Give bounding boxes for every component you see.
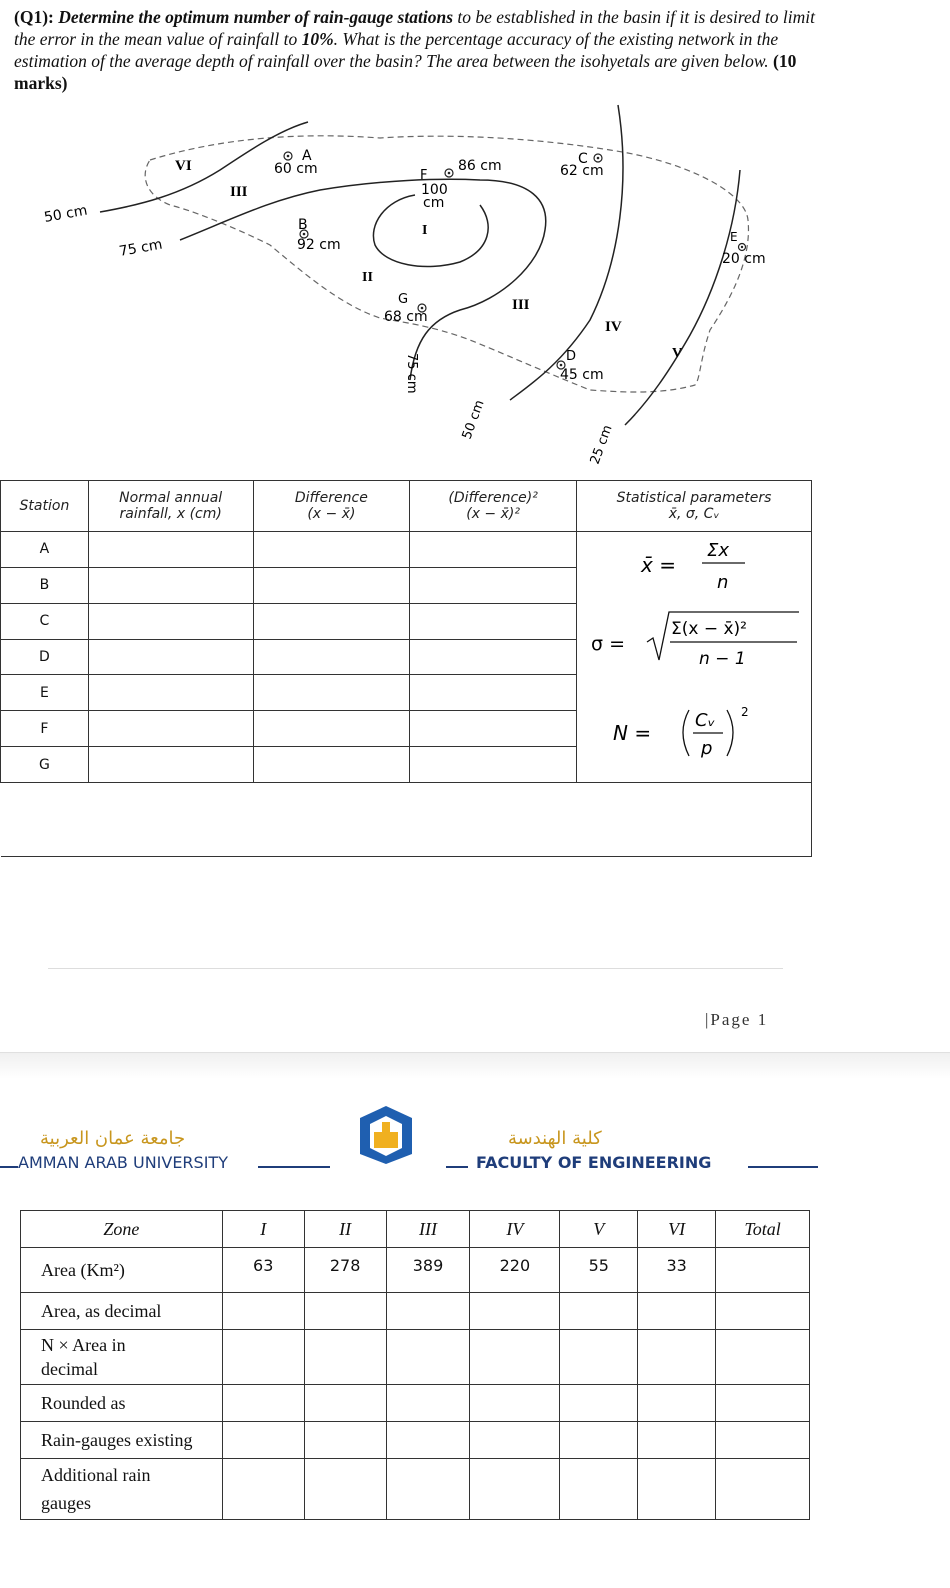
mean-lhs: x̄ =	[640, 553, 676, 577]
difference-cell[interactable]	[253, 603, 410, 639]
answer-cell[interactable]	[716, 1385, 810, 1422]
zone-table	[20, 1210, 810, 1520]
isohyet-label-75-left: 75 cm	[117, 236, 164, 260]
station-f-id: F	[420, 168, 428, 183]
area-cell: 33	[638, 1248, 716, 1293]
difference-squared-cell[interactable]	[410, 567, 577, 603]
answer-cell[interactable]	[716, 1293, 810, 1330]
station-cell: D	[1, 639, 89, 675]
page-separator	[0, 1052, 950, 1079]
answer-cell[interactable]	[222, 1459, 304, 1520]
answer-cell[interactable]	[560, 1293, 638, 1330]
station-g-value: 68 cm	[384, 309, 428, 325]
header-rule	[0, 1166, 18, 1168]
header-zone-i: I	[222, 1211, 304, 1248]
station-cell: B	[1, 567, 89, 603]
university-name-english: AMMAN ARAB UNIVERSITY	[18, 1153, 228, 1172]
formula-panel	[576, 532, 811, 783]
rainfall-cell[interactable]	[88, 532, 253, 568]
answer-cell[interactable]	[386, 1422, 470, 1459]
faculty-name-english: FACULTY OF ENGINEERING	[476, 1153, 712, 1172]
isohyet-label-50-left: 50 cm	[42, 202, 89, 226]
table-row-rounded	[21, 1385, 810, 1422]
row-label-area: Area (Km²)	[21, 1248, 223, 1293]
zone-table-header	[21, 1211, 810, 1248]
n-exponent: 2	[740, 705, 749, 719]
rainfall-cell[interactable]	[88, 747, 253, 783]
table-row-n-area	[21, 1330, 810, 1385]
station-d-id: D	[566, 349, 577, 364]
answer-cell[interactable]	[222, 1385, 304, 1422]
zone-label-vi: VI	[175, 158, 192, 174]
station-a-marker	[274, 148, 318, 177]
row-label-rounded: Rounded as	[21, 1385, 223, 1422]
n-lhs: N =	[612, 721, 652, 745]
question-bold-part: Determine the optimum number of rain-gauge stations	[58, 7, 454, 27]
isohyet-label-25-bottom: 25 cm	[587, 423, 616, 467]
station-c-value: 62 cm	[560, 163, 604, 179]
difference-squared-cell[interactable]	[410, 675, 577, 711]
station-table-header	[1, 481, 812, 532]
area-cell: 278	[304, 1248, 386, 1293]
table-row-existing	[21, 1422, 810, 1459]
isohyetal-map	[0, 95, 950, 480]
question-part-b: to be established in the basin if it is desired to limit the error in the mean value of rainfall to	[14, 7, 815, 49]
answer-cell[interactable]	[638, 1385, 716, 1422]
zone-label-iii-right: III	[512, 297, 530, 313]
row-label-existing: Rain-gauges existing	[21, 1422, 223, 1459]
answer-cell[interactable]	[716, 1330, 810, 1385]
station-f-marker	[420, 158, 502, 211]
question-label: (Q1):	[14, 7, 54, 27]
difference-squared-cell[interactable]	[410, 747, 577, 783]
answer-cell[interactable]	[560, 1330, 638, 1385]
station-g-marker	[384, 292, 428, 325]
table-row-additional	[21, 1459, 810, 1520]
station-e-id: E	[730, 230, 738, 244]
difference-squared-cell[interactable]	[410, 532, 577, 568]
station-table	[0, 480, 812, 857]
mean-numerator: Σx	[706, 540, 730, 561]
station-cell: F	[1, 711, 89, 747]
sigma-numerator: Σ(x − x̄)²	[670, 619, 747, 639]
answer-cell[interactable]	[304, 1385, 386, 1422]
answer-cell[interactable]	[716, 1459, 810, 1520]
n-formula	[613, 705, 749, 759]
station-cell: E	[1, 675, 89, 711]
header-rule	[446, 1166, 468, 1168]
station-a-id: A	[302, 148, 312, 164]
n-denominator: p	[700, 738, 713, 759]
n-numerator: Cᵥ	[694, 710, 716, 731]
answer-cell[interactable]	[304, 1293, 386, 1330]
table-row-decimal	[21, 1293, 810, 1330]
answer-cell[interactable]	[560, 1459, 638, 1520]
answer-cell[interactable]	[638, 1422, 716, 1459]
answer-cell[interactable]	[638, 1293, 716, 1330]
question-marks: (10 marks)	[14, 51, 797, 93]
header-station: Station	[1, 481, 89, 532]
header-zone-vi: VI	[638, 1211, 716, 1248]
station-f-value: 86 cm	[458, 158, 502, 174]
rainfall-cell[interactable]	[88, 639, 253, 675]
rainfall-cell[interactable]	[88, 567, 253, 603]
university-name-arabic: جامعة عمان العربية	[40, 1128, 186, 1149]
difference-cell[interactable]	[253, 675, 410, 711]
answer-cell[interactable]	[716, 1422, 810, 1459]
faculty-name-arabic: كلية الهندسة	[508, 1128, 602, 1149]
answer-cell[interactable]	[386, 1459, 470, 1520]
difference-cell[interactable]	[253, 711, 410, 747]
zone-label-iv: IV	[605, 319, 622, 335]
station-cell: A	[1, 532, 89, 568]
station-b-id: B	[298, 217, 308, 233]
zone-label-i: I	[422, 223, 428, 238]
header-zone-iii: III	[386, 1211, 470, 1248]
answer-cell[interactable]	[470, 1330, 560, 1385]
station-cell: C	[1, 603, 89, 639]
area-cell: 220	[470, 1248, 560, 1293]
station-f-inner-label-1: 100	[421, 182, 448, 198]
area-total-cell[interactable]	[716, 1248, 810, 1293]
isohyet-label-75-bottom: 75 cm	[404, 353, 419, 394]
rainfall-cell[interactable]	[88, 675, 253, 711]
header-statistical-parameters: Statistical parameters x̄, σ, Cᵥ	[576, 481, 811, 532]
rainfall-cell[interactable]	[88, 711, 253, 747]
table-row	[1, 532, 812, 568]
station-f-inner-label-2: cm	[423, 195, 445, 211]
area-cell: 63	[222, 1248, 304, 1293]
sigma-lhs: σ =	[590, 633, 625, 655]
station-c-id: C	[578, 151, 588, 167]
zone-label-v: V	[672, 346, 683, 361]
answer-cell[interactable]	[638, 1459, 716, 1520]
area-cell: 55	[560, 1248, 638, 1293]
header-normal-rainfall: Normal annual rainfall, x (cm)	[88, 481, 253, 532]
table-row-area	[21, 1248, 810, 1293]
station-d-value: 45 cm	[560, 367, 604, 383]
header-total: Total	[716, 1211, 810, 1248]
answer-cell[interactable]	[470, 1459, 560, 1520]
zone-label-ii: II	[362, 270, 373, 285]
answer-cell[interactable]	[222, 1422, 304, 1459]
university-logo	[354, 1102, 418, 1166]
header-difference-squared: (Difference)² (x − x̄)²	[410, 481, 577, 532]
sigma-formula	[591, 612, 799, 669]
answer-cell[interactable]	[638, 1330, 716, 1385]
difference-cell[interactable]	[253, 639, 410, 675]
station-cell: G	[1, 747, 89, 783]
footer-divider	[48, 968, 783, 969]
blank-answer-area[interactable]	[1, 783, 812, 857]
question-text	[14, 6, 824, 94]
formula-graphics	[577, 532, 809, 782]
answer-cell[interactable]	[304, 1330, 386, 1385]
rainfall-cell[interactable]	[88, 603, 253, 639]
station-c-marker	[560, 151, 604, 179]
row-label-additional: Additional rain gauges	[21, 1459, 223, 1520]
basin-boundary	[145, 136, 748, 392]
sigma-denominator: n − 1	[698, 649, 746, 669]
answer-cell[interactable]	[304, 1459, 386, 1520]
row-label-n-area: N × Area in decimal	[21, 1330, 223, 1385]
answer-cell[interactable]	[470, 1293, 560, 1330]
isohyet-label-50-bottom: 50 cm	[459, 398, 488, 442]
header-zone-iv: IV	[470, 1211, 560, 1248]
answer-cell[interactable]	[560, 1422, 638, 1459]
answer-cell[interactable]	[470, 1422, 560, 1459]
difference-squared-cell[interactable]	[410, 711, 577, 747]
difference-cell[interactable]	[253, 747, 410, 783]
difference-cell[interactable]	[253, 567, 410, 603]
difference-squared-cell[interactable]	[410, 639, 577, 675]
station-b-value: 92 cm	[297, 237, 341, 253]
answer-cell[interactable]	[222, 1330, 304, 1385]
answer-cell[interactable]	[386, 1293, 470, 1330]
header-zone: Zone	[21, 1211, 223, 1248]
zone-label-iii-left: III	[230, 184, 248, 200]
mean-denominator: n	[716, 572, 729, 593]
station-a-value: 60 cm	[274, 161, 318, 177]
page-number: |Page 1	[705, 1010, 769, 1029]
answer-cell[interactable]	[386, 1330, 470, 1385]
answer-cell[interactable]	[560, 1385, 638, 1422]
header-zone-ii: II	[304, 1211, 386, 1248]
station-g-id: G	[398, 292, 409, 307]
question-part-c: . What is the percentage accuracy of the existing network in the estimation of the average depth of rainfall over the basin? The area between the isohyetals are given below.	[14, 29, 779, 71]
table-row-blank	[1, 783, 812, 857]
station-e-value: 20 cm	[722, 251, 766, 267]
difference-squared-cell[interactable]	[410, 603, 577, 639]
answer-cell[interactable]	[222, 1293, 304, 1330]
header-rule	[258, 1166, 330, 1168]
answer-cell[interactable]	[304, 1422, 386, 1459]
station-b-marker	[297, 217, 341, 253]
question-error-pct: 10%	[301, 29, 334, 49]
difference-cell[interactable]	[253, 532, 410, 568]
row-label-decimal: Area, as decimal	[21, 1293, 223, 1330]
header-rule	[748, 1166, 818, 1168]
area-cell: 389	[386, 1248, 470, 1293]
isohyet-25	[625, 170, 740, 425]
answer-cell[interactable]	[386, 1385, 470, 1422]
answer-cell[interactable]	[470, 1385, 560, 1422]
mean-formula	[640, 540, 745, 593]
header-difference: Difference (x − x̄)	[253, 481, 410, 532]
header-zone-v: V	[560, 1211, 638, 1248]
